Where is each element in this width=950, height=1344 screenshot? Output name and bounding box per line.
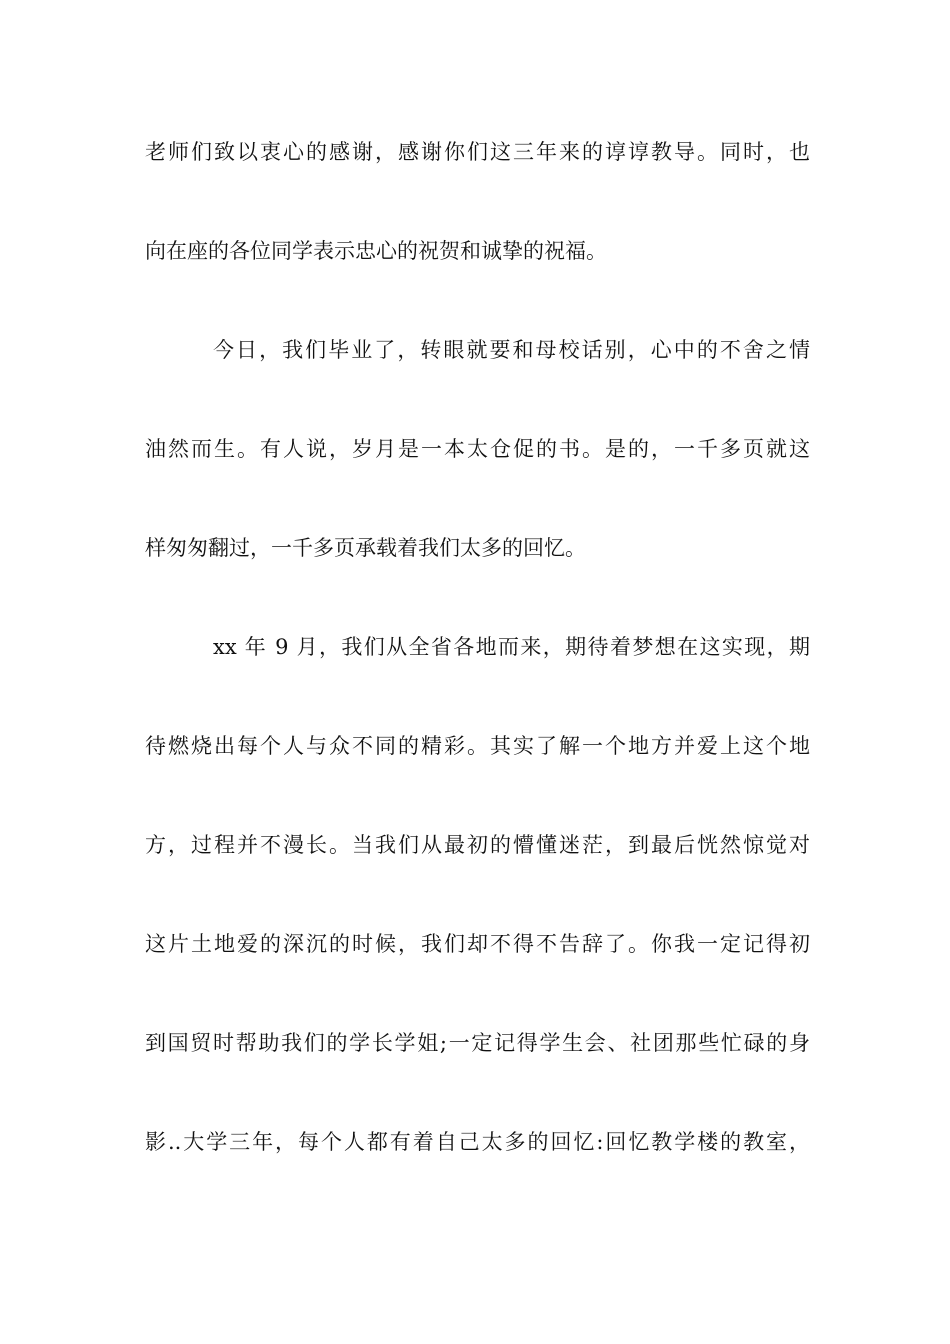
- text-line: 样匆匆翻过，一千多页承载着我们太多的回忆。: [145, 536, 586, 560]
- text-line: 方，过程并不漫长。当我们从最初的懵懂迷茫，到最后恍然惊觉对: [145, 833, 810, 857]
- text-line: 影..大学三年，每个人都有着自己太多的回忆:回忆教学楼的教室，: [145, 1130, 810, 1154]
- text-line: 老师们致以衷心的感谢，感谢你们这三年来的谆谆教导。同时，也: [145, 140, 810, 164]
- text-line: xx 年 9 月，我们从全省各地而来，期待着梦想在这实现，期: [213, 635, 810, 659]
- text-line: 到国贸时帮助我们的学长学姐;一定记得学生会、社团那些忙碌的身: [145, 1031, 810, 1055]
- text-line: 待燃烧出每个人与众不同的精彩。其实了解一个地方并爱上这个地: [145, 734, 810, 758]
- text-line: 向在座的各位同学表示忠心的祝贺和诚挚的祝福。: [145, 239, 607, 263]
- text-line: 这片土地爱的深沉的时候，我们却不得不告辞了。你我一定记得初: [145, 932, 810, 956]
- text-line: 今日，我们毕业了，转眼就要和母校话别，心中的不舍之情: [213, 338, 810, 362]
- text-line: 油然而生。有人说，岁月是一本太仓促的书。是的，一千多页就这: [145, 437, 810, 461]
